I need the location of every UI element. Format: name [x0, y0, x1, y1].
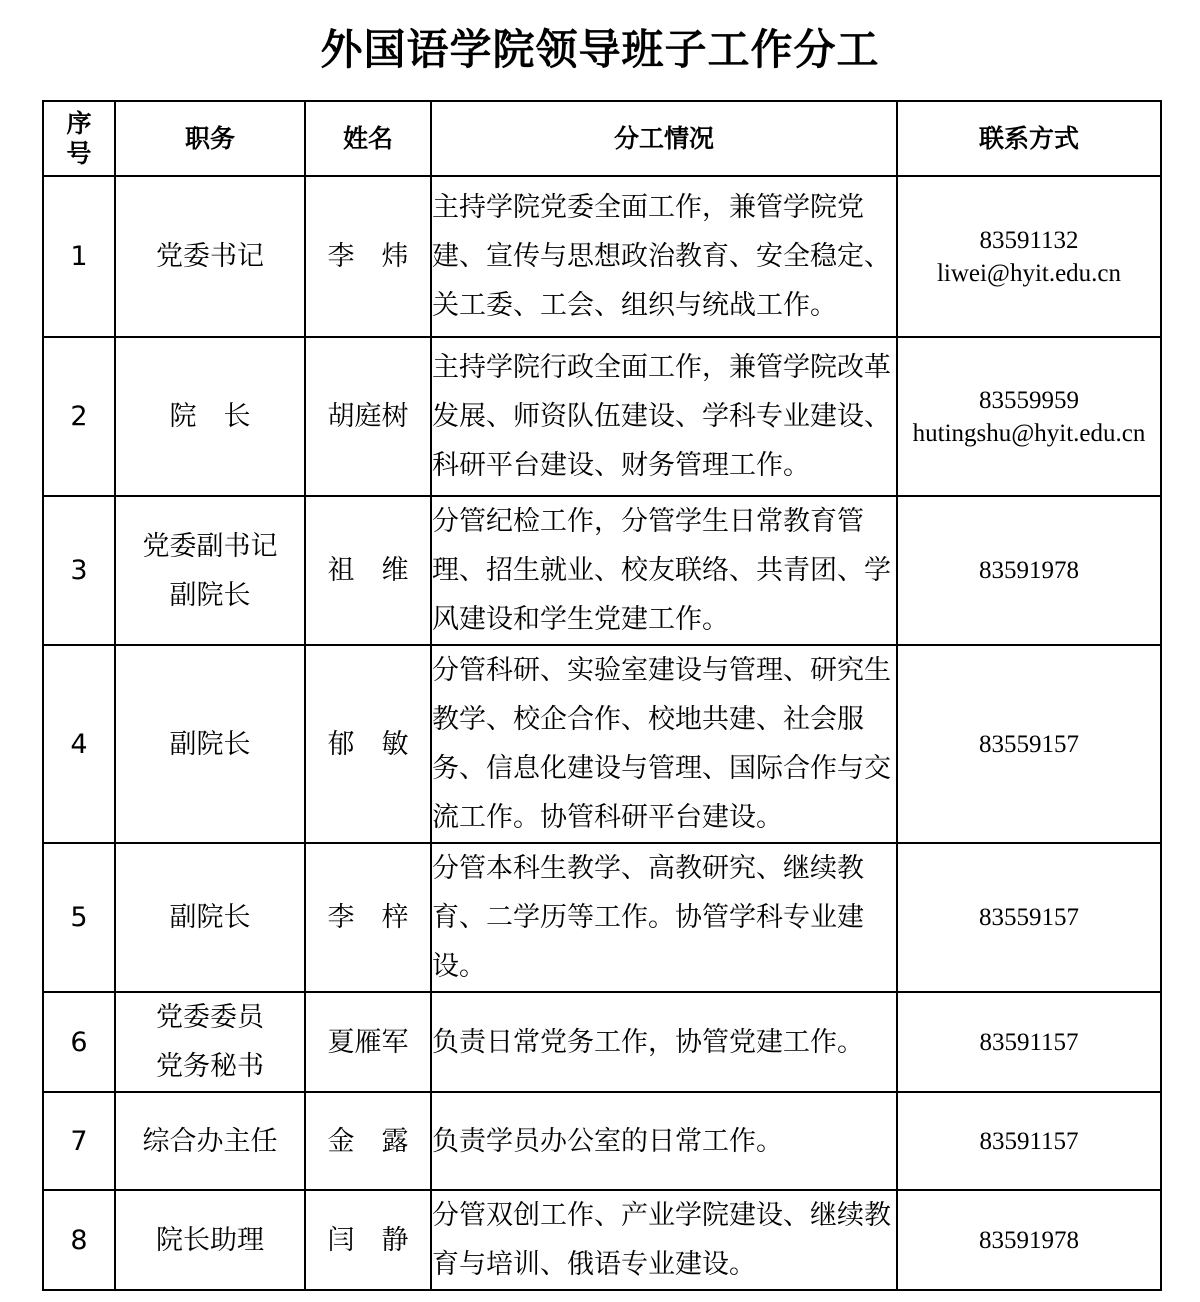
- contact-email[interactable]: hutingshu@hyit.edu.cn: [912, 419, 1146, 447]
- contact-phone: 83591157: [979, 1028, 1079, 1056]
- row-name: 祖 维: [305, 496, 431, 645]
- row-duty: 主持学院行政全面工作，兼管学院改革发展、师资队伍建设、学科专业建设、科研平台建设、财务管理工作。: [431, 337, 897, 496]
- row-duty: 分管科研、实验室建设与管理、研究生教学、校企合作、校地共建、社会服务、信息化建设与管理、国际合作与交流工作。协管科研平台建设。: [431, 645, 897, 843]
- table-row: [43, 843, 1161, 992]
- table-row: [43, 992, 1161, 1092]
- row-number: 2: [43, 337, 115, 496]
- row-role: [115, 843, 305, 992]
- table-row: [43, 176, 1161, 337]
- row-contact: [897, 176, 1161, 337]
- row-role: [115, 337, 305, 496]
- header-role: 职务: [115, 101, 305, 176]
- leadership-table: [42, 100, 1162, 1291]
- contact-phone: 83591978: [979, 557, 1079, 584]
- row-duty: 主持学院党委全面工作，兼管学院党建、宣传与思想政治教育、安全稳定、关工委、工会、组织与统战工作。: [431, 176, 897, 337]
- row-number: 4: [43, 645, 115, 843]
- table-body: [43, 176, 1161, 1290]
- header-row: [43, 101, 1161, 176]
- contact-phone: 83559959: [979, 386, 1079, 414]
- contact-phone: 83559157: [979, 904, 1079, 931]
- row-name: 李 炜: [305, 176, 431, 337]
- row-number: 7: [43, 1092, 115, 1190]
- role-line: 党委委员: [156, 1002, 264, 1033]
- row-duty: 分管本科生教学、高教研究、继续教育、二学历等工作。协管学科专业建设。: [431, 843, 897, 992]
- row-role: [115, 176, 305, 337]
- role-line: 党务秘书: [156, 1051, 264, 1082]
- contact-phone: 83591978: [979, 1226, 1079, 1254]
- header-name: 姓名: [305, 101, 431, 176]
- row-role: [115, 496, 305, 645]
- row-number: 6: [43, 992, 115, 1092]
- role-line: 党委书记: [156, 241, 264, 272]
- row-contact: [897, 337, 1161, 496]
- role-line: 综合办主任: [142, 1125, 278, 1157]
- contact-phone: 83591157: [979, 1127, 1079, 1155]
- role-line: 院 长: [169, 401, 251, 432]
- row-name: 李 梓: [305, 843, 431, 992]
- row-number: 5: [43, 843, 115, 992]
- row-role: [115, 645, 305, 843]
- header-num-line2: 号: [66, 138, 92, 168]
- row-duty: 分管纪检工作，分管学生日常教育管理、招生就业、校友联络、共青团、学风建设和学生党建工作。: [431, 496, 897, 645]
- row-contact: [897, 992, 1161, 1092]
- table-row: [43, 1092, 1161, 1190]
- table-row: [43, 337, 1161, 496]
- header-num-line1: 序: [66, 108, 92, 138]
- row-name: 夏雁军: [305, 992, 431, 1092]
- header-duty: 分工情况: [431, 101, 897, 176]
- contact-email[interactable]: liwei@hyit.edu.cn: [936, 259, 1122, 287]
- role-line: 副院长: [169, 579, 251, 611]
- row-number: 3: [43, 496, 115, 645]
- row-contact: [897, 1092, 1161, 1190]
- row-name: 郁 敏: [305, 645, 431, 843]
- page-title: 外国语学院领导班子工作分工: [320, 25, 880, 74]
- row-duty: 分管双创工作、产业学院建设、继续教育与培训、俄语专业建设。: [431, 1190, 897, 1290]
- header-num: [43, 101, 115, 176]
- contact-phone: 83559157: [979, 730, 1079, 758]
- row-role: [115, 1190, 305, 1290]
- row-duty: 负责日常党务工作，协管党建工作。: [431, 992, 897, 1092]
- table-row: [43, 496, 1161, 645]
- row-role: [115, 992, 305, 1092]
- row-contact: [897, 496, 1161, 645]
- contact-phone: 83591132: [979, 226, 1079, 254]
- row-contact: [897, 843, 1161, 992]
- row-contact: [897, 645, 1161, 843]
- row-number: 1: [43, 176, 115, 337]
- row-name: 闫 静: [305, 1190, 431, 1290]
- row-role: [115, 1092, 305, 1190]
- role-line: 副院长: [169, 728, 251, 760]
- role-line: 副院长: [169, 902, 251, 933]
- row-number: 8: [43, 1190, 115, 1290]
- role-line: 院长助理: [156, 1224, 264, 1256]
- row-duty: 负责学员办公室的日常工作。: [431, 1092, 897, 1190]
- role-line: 党委副书记: [142, 530, 278, 562]
- table-row: [43, 645, 1161, 843]
- header-contact: 联系方式: [897, 101, 1161, 176]
- row-name: 胡庭树: [305, 337, 431, 496]
- row-contact: [897, 1190, 1161, 1290]
- table-row: [43, 1190, 1161, 1290]
- row-name: 金 露: [305, 1092, 431, 1190]
